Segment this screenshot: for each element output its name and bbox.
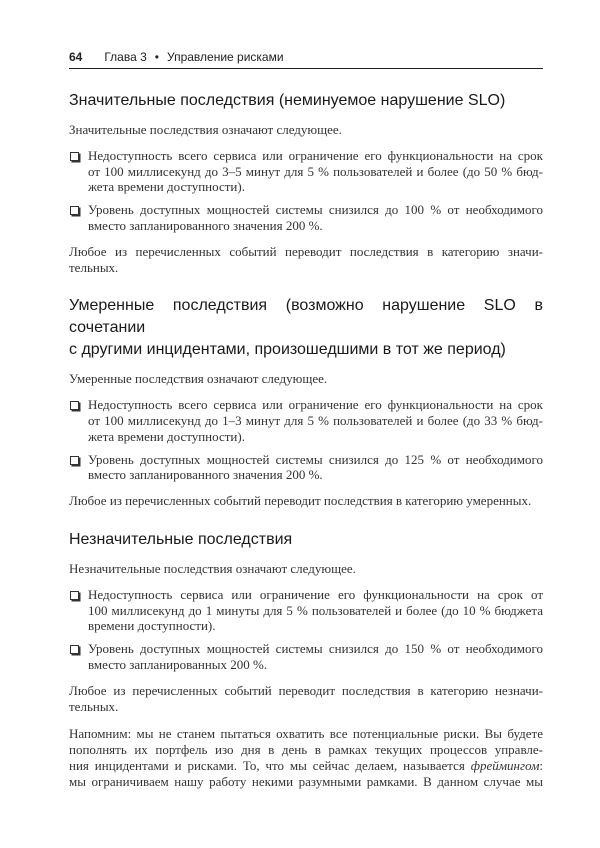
closing-text: : <box>539 757 543 773</box>
summary-line: тельных. <box>69 698 119 714</box>
bullet-line: Уровень доступных мощностей системы снизился до 125 % от необходимого <box>88 451 543 467</box>
page-body <box>69 70 543 790</box>
summary-line: Любое из перечисленных событий переводит последствия в категорию незначи- <box>69 682 543 698</box>
bullet-line: Уровень доступных мощностей системы снизился до 150 % от необходимого <box>88 641 543 657</box>
bullet-line: вместо запланированных 200 %. <box>88 656 268 672</box>
running-header <box>69 50 284 64</box>
heading-line: Значительные последствия (неминуемое нарушение SLO) <box>69 92 506 109</box>
closing-line <box>69 758 543 774</box>
heading-line: Умеренные последствия (возможно нарушение SLO в сочетании <box>69 297 543 337</box>
bullet-line: Уровень доступных мощностей системы снизился до 100 % от необходимого <box>88 202 543 218</box>
bullet-line: Недоступность всего сервиса или ограничение его функциональности на срок <box>88 397 543 413</box>
checkbox-bullet-icon <box>70 206 79 215</box>
closing-line: пополнять их портфель изо дня в день в рамках текущих процессов управле- <box>69 742 543 758</box>
chapter-title: Управление рисками <box>166 50 284 64</box>
checkbox-bullet-icon <box>70 591 79 600</box>
bullet-line: жета времени доступности). <box>88 179 245 195</box>
s1-summary <box>69 244 543 276</box>
bullet-line: от 100 миллисекунд до 1–3 минут для 5 % пользователей и более (до 33 % бюд- <box>88 412 543 428</box>
summary-line: тельных. <box>69 259 119 275</box>
intro-line: Значительные последствия означают следующее. <box>69 122 342 137</box>
bullet-item <box>69 452 543 484</box>
s3-heading <box>69 529 543 551</box>
intro-line: Незначительные последствия означают следующее. <box>69 560 356 576</box>
bullet-line: вместо запланированного значения 200 %. <box>88 467 323 483</box>
checkbox-bullet-icon <box>70 401 79 410</box>
s2-summary <box>69 493 543 509</box>
checkbox-bullet-icon <box>70 645 79 654</box>
bullet-item <box>69 587 543 634</box>
bullet-line: жета времени доступности). <box>88 428 245 444</box>
bullet-line: вместо запланированного значения 200 %. <box>88 217 323 233</box>
header-rule <box>69 68 543 69</box>
bullet-line: от 100 миллисекунд до 3–5 минут для 5 % пользователей и более (до 50 % бюд- <box>88 163 543 179</box>
s1-intro <box>69 122 543 138</box>
s3-summary <box>69 683 543 715</box>
bullet-line: 100 миллисекунд до 1 минуты для 5 % пользователей и более (до 10 % бюджета <box>88 602 543 618</box>
separator-bullet: • <box>154 50 159 64</box>
bullet-line: Недоступность всего сервиса или ограничение его функциональности на срок <box>88 147 543 163</box>
summary-line: Любое из перечисленных событий переводит последствия в категорию умеренных. <box>69 493 532 509</box>
bullet-line: времени доступности). <box>88 618 216 634</box>
s3-intro <box>69 561 543 577</box>
checkbox-bullet-icon <box>70 456 79 465</box>
intro-line: Умеренные последствия означают следующее. <box>69 371 328 387</box>
term-framing: фреймингом <box>470 757 540 773</box>
s1-heading <box>69 90 543 112</box>
page-number: 64 <box>69 50 83 64</box>
closing-line: мы ограничиваем нашу работу некими разумными рамками. В данном случае мы <box>69 773 543 789</box>
bullet-item <box>69 397 543 444</box>
summary-line: Любое из перечисленных событий переводит последствия в категорию значи- <box>69 243 543 259</box>
s2-heading <box>69 295 543 361</box>
bullet-item <box>69 202 543 234</box>
bullet-item <box>69 148 543 195</box>
s2-intro <box>69 371 543 387</box>
closing-line: Напомним: мы не станем пытаться охватить все потенциальные риски. Вы будете <box>69 726 543 742</box>
heading-line: с другими инцидентами, произошедшими в тот же период) <box>69 341 506 359</box>
closing-text: ния инцидентами и рисками. То, что мы сейчас делаем, называется <box>69 757 471 773</box>
bullet-line: Недоступность сервиса или ограничение его функциональности на срок от <box>88 586 543 602</box>
closing-paragraph <box>69 726 543 789</box>
checkbox-bullet-icon <box>70 152 79 161</box>
heading-line: Незначительные последствия <box>69 530 293 548</box>
bullet-item <box>69 641 543 673</box>
chapter-label: Глава 3 <box>104 50 147 64</box>
